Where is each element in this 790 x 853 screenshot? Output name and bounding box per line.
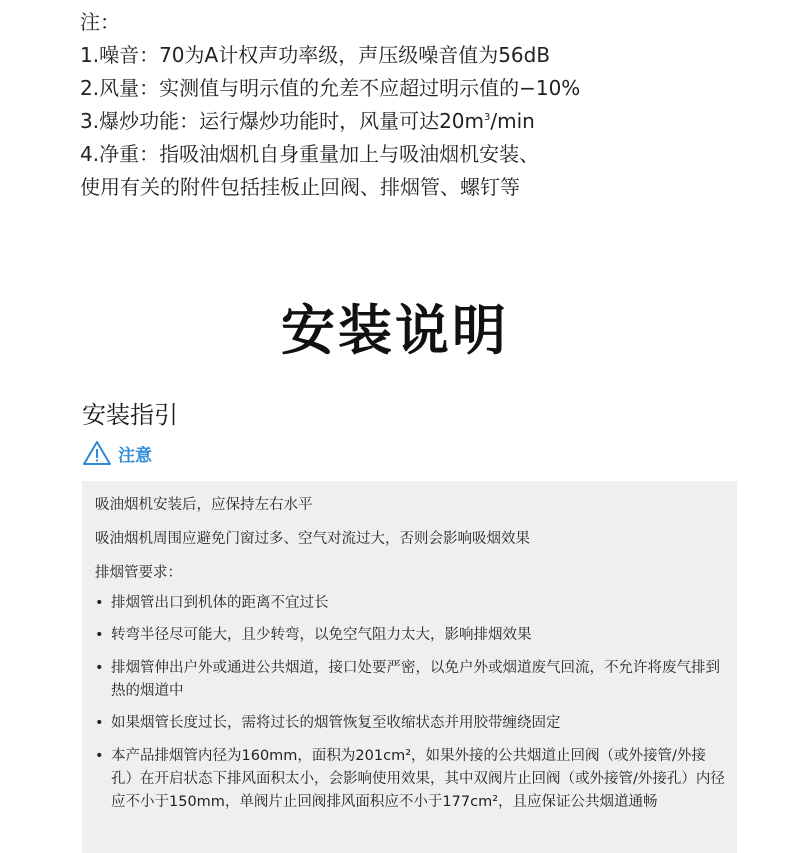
caution-label: 注意 bbox=[118, 445, 152, 466]
bullet-marker: • bbox=[95, 748, 104, 764]
panel-text-level: 吸油烟机安装后，应保持左右水平 bbox=[95, 497, 313, 513]
bullet-marker: • bbox=[95, 715, 104, 731]
note-boost-unit: /min bbox=[490, 109, 535, 133]
page-title: 安装说明 bbox=[281, 299, 509, 362]
list-item-text: 排烟管出口到机体的距离不宜过长 bbox=[111, 595, 329, 611]
bullet-marker: • bbox=[95, 595, 104, 611]
note-boost bbox=[80, 105, 770, 138]
list-item bbox=[95, 624, 725, 647]
note-noise: 1.噪音：70为A计权声功率级，声压级噪音值为56dB bbox=[80, 43, 551, 67]
caution-header bbox=[82, 440, 152, 466]
section-heading: 安装指引 bbox=[82, 401, 178, 429]
list-item bbox=[95, 712, 725, 735]
panel-text-duct-requirements: 排烟管要求： bbox=[95, 565, 182, 581]
note-weight-line2: 使用有关的附件包括挂板止回阀、排烟管、螺钉等 bbox=[80, 175, 520, 199]
warning-triangle-icon bbox=[82, 440, 112, 466]
bullet-marker: • bbox=[95, 627, 104, 643]
list-item bbox=[95, 592, 725, 615]
bullet-marker: • bbox=[95, 660, 104, 676]
list-item-text: 如果烟管长度过长，需将过长的烟管恢复至收缩状态并用胶带缠绕固定 bbox=[111, 715, 561, 731]
caution-panel bbox=[82, 481, 737, 853]
list-item-text: 排烟管伸出户外或通进公共烟道，接口处要严密，以免户外或烟道废气回流，不允许将废气排到热的烟道中 bbox=[111, 660, 720, 699]
note-boost-superscript: 3 bbox=[484, 112, 491, 123]
note-boost-text: 3.爆炒功能：运行爆炒功能时，风量可达20m bbox=[80, 109, 485, 133]
note-airflow: 2.风量：实测值与明示值的允差不应超过明示值的−10% bbox=[80, 76, 581, 100]
note-weight-line1: 4.净重：指吸油烟机自身重量加上与吸油烟机安装、 bbox=[80, 142, 540, 166]
list-item-text: 转弯半径尽可能大，且少转弯，以免空气阻力太大，影响排烟效果 bbox=[111, 627, 532, 643]
list-item-text: 本产品排烟管内径为160mm，面积为201cm²，如果外接的公共烟道止回阀（或外接管/外接孔）在开启状态下排风面积太小，会影响使用效果，其中双阀片止回阀（或外接管/外接孔）内径应不小于150mm，单阀片止回阀排风面积应不小于177cm²，且应保证公共烟道通畅 bbox=[111, 748, 725, 810]
panel-text-surroundings: 吸油烟机周围应避免门窗过多、空气对流过大，否则会影响吸烟效果 bbox=[95, 531, 530, 547]
notes-heading: 注： bbox=[80, 10, 120, 34]
spec-notes bbox=[80, 6, 770, 204]
list-item bbox=[95, 657, 725, 703]
list-item bbox=[95, 745, 725, 814]
